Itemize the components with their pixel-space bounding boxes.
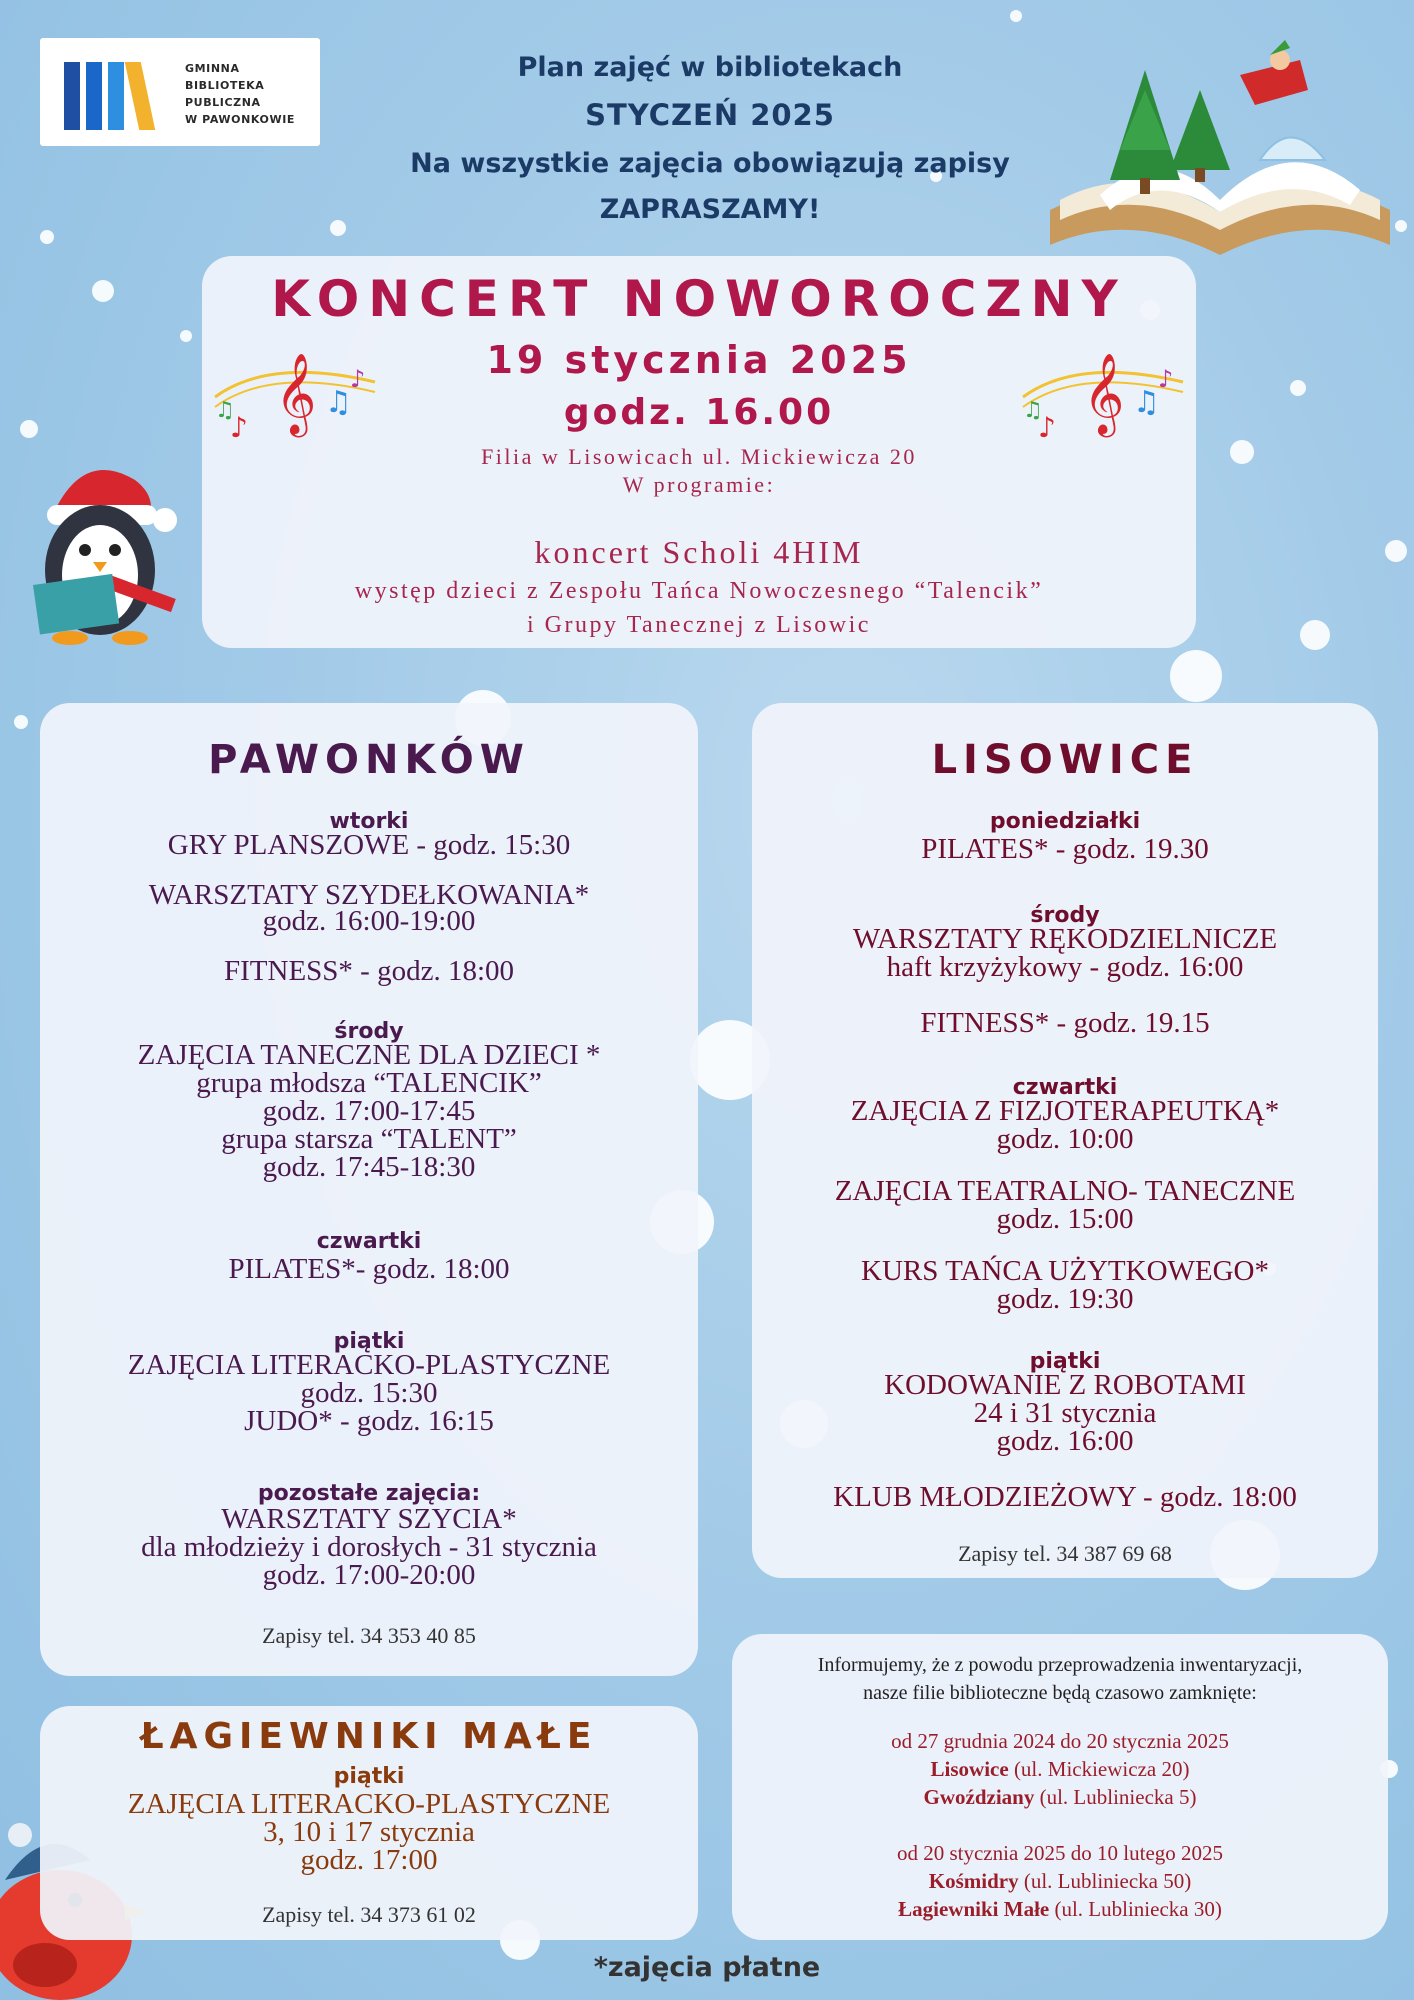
music-notes-icon (210, 342, 380, 452)
closure-branch (732, 1868, 1388, 1894)
event-item: FITNESS* - godz. 18:00 (224, 955, 514, 987)
day-label: piątki (333, 1329, 405, 1354)
event-time: godz. 15:00 (996, 1203, 1134, 1235)
branch-address: (ul. Mickiewicza 20) (1008, 1757, 1190, 1781)
event-detail: dla młodzieży i dorosłych - 31 stycznia (141, 1531, 597, 1563)
event-time: godz. 16:00-19:00 (262, 905, 476, 937)
logo-line: BIBLIOTEKA (185, 79, 265, 92)
logo-line: GMINNA (185, 62, 240, 75)
signup-phone: Zapisy tel. 34 387 69 68 (958, 1541, 1172, 1566)
concert-time: godz. 16.00 (563, 392, 835, 433)
day-label: poniedziałki (989, 809, 1141, 834)
logo-bar-2 (86, 62, 102, 130)
concert-program-item: i Grupy Tanecznej z Lisowic (527, 612, 871, 638)
paid-classes-note: *zajęcia płatne (593, 1952, 821, 1983)
event-item: ZAJĘCIA TANECZNE DLA DZIECI * (137, 1039, 601, 1071)
branch-address: (ul. Lubliniecka 5) (1034, 1785, 1197, 1809)
logo-line: W PAWONKOWIE (185, 113, 296, 126)
branch-name: Kośmidry (928, 1869, 1019, 1893)
svg-text:♫: ♫ (1133, 385, 1160, 420)
branch-name: Gwoździany (923, 1785, 1035, 1809)
penguin-reading-icon (25, 450, 185, 645)
concert-program-item: koncert Scholi 4HIM (534, 534, 864, 570)
svg-text:𝄞: 𝄞 (1083, 352, 1125, 434)
closure-branch (732, 1756, 1388, 1782)
closure-info-panel (732, 1634, 1388, 1940)
svg-text:♪: ♪ (1158, 365, 1174, 393)
svg-text:♫: ♫ (1023, 398, 1043, 423)
branch-address: (ul. Lubliniecka 50) (1018, 1869, 1192, 1893)
section-title: ŁAGIEWNIKI MAŁE (140, 1716, 598, 1757)
concert-panel (202, 256, 1196, 648)
event-detail: grupa starsza “TALENT” (221, 1123, 517, 1155)
logo-bar-3 (108, 62, 124, 130)
event-time: godz. 17:00 (300, 1844, 438, 1876)
pawonkow-panel (40, 703, 698, 1676)
closure-period: od 20 stycznia 2025 do 10 lutego 2025 (896, 1841, 1224, 1865)
closure-period: od 27 grudnia 2024 do 20 stycznia 2025 (891, 1729, 1229, 1753)
library-logo (40, 38, 320, 146)
event-item: WARSZTATY SZYDEŁKOWANIA* (148, 879, 590, 911)
event-item: WARSZTATY RĘKODZIELNICZE (852, 923, 1278, 955)
branch-name: Lisowice (930, 1757, 1009, 1781)
event-item: ZAJĘCIA Z FIZJOTERAPEUTKĄ* (850, 1095, 1280, 1127)
event-time: godz. 16:00 (996, 1425, 1134, 1457)
event-item: WARSZTATY SZYCIA* (221, 1503, 517, 1535)
day-label: piątki (1029, 1349, 1101, 1374)
svg-text:♪: ♪ (230, 411, 248, 444)
event-item: GRY PLANSZOWE - godz. 15:30 (167, 829, 571, 861)
event-detail: 3, 10 i 17 stycznia (263, 1816, 475, 1848)
closure-branch (732, 1784, 1388, 1810)
header-line3: Na wszystkie zajęcia obowiązują zapisy (410, 148, 1010, 179)
day-label: czwartki (1012, 1075, 1118, 1100)
day-label: wtorki (329, 809, 409, 834)
event-detail: 24 i 31 stycznia (973, 1397, 1157, 1429)
concert-place: Filia w Lisowicach ul. Mickiewicza 20 (481, 444, 917, 469)
svg-text:𝄞: 𝄞 (275, 352, 317, 434)
svg-text:♪: ♪ (350, 365, 366, 393)
section-title: PAWONKÓW (208, 737, 530, 783)
branch-address: (ul. Lubliniecka 30) (1049, 1897, 1222, 1921)
day-label: czwartki (316, 1229, 422, 1254)
section-title: LISOWICE (931, 737, 1199, 783)
header-line1: Plan zajęć w bibliotekach (517, 52, 903, 83)
day-label: piątki (333, 1764, 405, 1789)
event-time: godz. 15:30 (300, 1377, 438, 1409)
branch-name: Łagiewniki Małe (898, 1897, 1050, 1921)
event-item: PILATES*- godz. 18:00 (228, 1253, 510, 1285)
logo-line: PUBLICZNA (185, 96, 261, 109)
event-item: KLUB MŁODZIEŻOWY - godz. 18:00 (833, 1481, 1297, 1513)
closure-branch (732, 1896, 1388, 1922)
event-item: JUDO* - godz. 16:15 (244, 1405, 494, 1437)
concert-program-item: występ dzieci z Zespołu Tańca Nowoczesnego “Talencik” (354, 578, 1044, 604)
signup-phone: Zapisy tel. 34 373 61 02 (262, 1902, 476, 1927)
day-label: pozostałe zajęcia: (257, 1481, 481, 1506)
open-book-icon (1040, 20, 1410, 260)
svg-text:♪: ♪ (1038, 411, 1056, 444)
concert-date: 19 stycznia 2025 (486, 338, 912, 382)
event-time: godz. 17:00-17:45 (262, 1095, 476, 1127)
event-item: PILATES* - godz. 19.30 (921, 833, 1209, 865)
event-time: godz. 10:00 (996, 1123, 1134, 1155)
event-detail: haft krzyżykowy - godz. 16:00 (886, 951, 1244, 983)
logo-bar-4 (125, 62, 155, 130)
concert-title: KONCERT NOWOROCZNY (271, 270, 1127, 328)
concert-program-label: W programie: (622, 472, 776, 497)
logo-bar-1 (64, 62, 80, 130)
lisowice-panel (752, 703, 1378, 1578)
event-time: godz. 17:45-18:30 (262, 1151, 476, 1183)
header-invite: ZAPRASZAMY! (599, 194, 821, 225)
event-item: KURS TAŃCA UŻYTKOWEGO* (861, 1255, 1269, 1287)
svg-text:♫: ♫ (215, 398, 235, 423)
day-label: środy (1030, 903, 1100, 928)
event-item: KODOWANIE Z ROBOTAMI (884, 1369, 1246, 1401)
info-text: Informujemy, że z powodu przeprowadzenia inwentaryzacji, (817, 1654, 1303, 1676)
day-label: środy (334, 1019, 404, 1044)
header-month: STYCZEŃ 2025 (585, 98, 835, 132)
lagiewniki-panel (40, 1706, 698, 1940)
event-time: godz. 19:30 (996, 1283, 1134, 1315)
music-notes-icon (1018, 342, 1188, 452)
event-item: ZAJĘCIA LITERACKO-PLASTYCZNE (127, 1349, 611, 1381)
event-item: ZAJĘCIA LITERACKO-PLASTYCZNE (127, 1788, 611, 1820)
event-item: FITNESS* - godz. 19.15 (920, 1007, 1210, 1039)
logo-text (185, 60, 315, 128)
svg-text:♫: ♫ (325, 385, 352, 420)
info-text: nasze filie biblioteczne będą czasowo zamknięte: (863, 1682, 1257, 1704)
event-detail: grupa młodsza “TALENCIK” (196, 1067, 542, 1099)
event-time: godz. 17:00-20:00 (262, 1559, 476, 1591)
event-item: ZAJĘCIA TEATRALNO- TANECZNE (834, 1175, 1296, 1207)
signup-phone: Zapisy tel. 34 353 40 85 (262, 1623, 476, 1648)
